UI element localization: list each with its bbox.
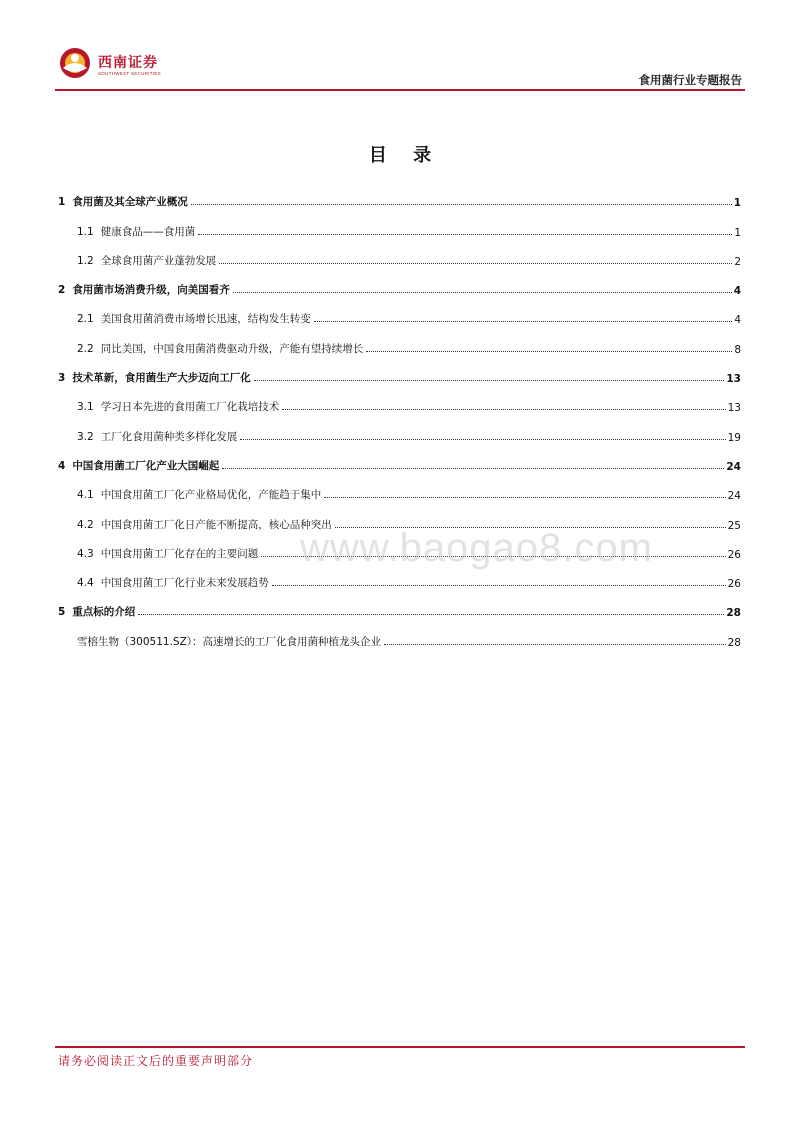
- toc-entry[interactable]: [58, 360, 741, 389]
- toc-entry-number: 5: [58, 606, 66, 619]
- watermark: www.baogao8.com: [300, 526, 653, 570]
- footer-divider: [55, 1046, 745, 1048]
- toc-entry-label: 食用菌及其全球产业概况: [72, 196, 188, 209]
- toc-entry-page: 24: [727, 490, 741, 503]
- toc-entry[interactable]: [58, 623, 741, 652]
- toc-entry[interactable]: [58, 213, 741, 242]
- toc-entry-page: 13: [727, 402, 741, 415]
- logo-emblem-icon: [58, 46, 92, 80]
- table-of-contents: [58, 184, 741, 653]
- dot-leader: [240, 439, 725, 440]
- toc-entry[interactable]: [58, 184, 741, 213]
- dot-leader: [366, 351, 732, 352]
- toc-entry-number: 4.4: [77, 577, 94, 590]
- toc-entry-label: 美国食用菌消费市场增长迅速，结构发生转变: [100, 313, 311, 326]
- toc-entry-page: 25: [727, 519, 741, 532]
- toc-entry[interactable]: [58, 477, 741, 506]
- toc-entry-page: 4: [733, 285, 741, 298]
- toc-entry-page: 13: [726, 373, 741, 386]
- toc-entry-page: 28: [726, 607, 741, 620]
- company-logo: [58, 46, 178, 80]
- toc-entry[interactable]: [58, 594, 741, 623]
- header-divider: [55, 89, 745, 91]
- toc-entry-number: 1.1: [77, 225, 94, 238]
- toc-entry-label: 雪榕生物（300511.SZ）：高速增长的工厂化食用菌种植龙头企业: [77, 635, 382, 648]
- toc-entry-label: 工厂化食用菌种类多样化发展: [100, 430, 238, 443]
- toc-entry-number: 2.1: [77, 313, 94, 326]
- toc-entry-label: 学习日本先进的食用菌工厂化栽培技术: [100, 401, 280, 414]
- toc-entry[interactable]: [58, 301, 741, 330]
- toc-entry-page: 2: [734, 255, 741, 268]
- toc-entry-label: 中国食用菌工厂化日产能不断提高，核心品种突出: [100, 518, 332, 531]
- toc-entry-page: 4: [734, 314, 741, 327]
- dot-leader: [222, 468, 724, 469]
- toc-entry[interactable]: [58, 243, 741, 272]
- dot-leader: [282, 409, 725, 410]
- toc-entry-page: 1: [733, 197, 741, 210]
- dot-leader: [233, 292, 732, 293]
- toc-entry-number: 4.2: [77, 518, 94, 531]
- toc-entry-number: 1.2: [77, 254, 94, 267]
- dot-leader: [198, 234, 732, 235]
- dot-leader: [254, 380, 725, 381]
- toc-entry-page: 1: [734, 226, 741, 239]
- toc-entry-number: 4: [58, 459, 66, 472]
- toc-entry[interactable]: [58, 389, 741, 418]
- toc-entry[interactable]: [58, 272, 741, 301]
- toc-entry-label: 中国食用菌工厂化产业格局优化，产能趋于集中: [100, 489, 322, 502]
- toc-entry-number: 1: [58, 196, 66, 209]
- toc-entry[interactable]: [58, 330, 741, 359]
- toc-heading: 目 录: [368, 145, 442, 166]
- dot-leader: [314, 321, 733, 322]
- logo-chinese-name: 西南证券: [98, 55, 158, 71]
- toc-entry-number: 4.3: [77, 547, 94, 560]
- toc-entry-label: 健康食品——食用菌: [100, 225, 196, 238]
- toc-entry-label: 食用菌市场消费升级，向美国看齐: [72, 284, 230, 297]
- toc-entry-number: 4.1: [77, 489, 94, 502]
- toc-entry-label: 中国食用菌工厂化存在的主要问题: [100, 547, 259, 560]
- dot-leader: [384, 644, 726, 645]
- dot-leader: [272, 585, 726, 586]
- dot-leader: [324, 497, 725, 498]
- toc-entry-number: 2: [58, 284, 66, 297]
- toc-entry-label: 技术革新，食用菌生产大步迈向工厂化: [72, 372, 251, 385]
- logo-english-name: SOUTHWEST SECURITIES: [98, 71, 161, 76]
- page-header: [0, 0, 800, 100]
- toc-entry-label: 重点标的介绍: [72, 606, 136, 619]
- toc-entry-number: 3.2: [77, 430, 94, 443]
- toc-entry-number: 3.1: [77, 401, 94, 414]
- footer-disclaimer: 请务必阅读正文后的重要声明部分: [58, 1054, 254, 1068]
- toc-entry-label: 中国食用菌工厂化产业大国崛起: [72, 459, 220, 472]
- toc-entry-page: 24: [726, 460, 741, 473]
- report-title: 食用菌行业专题报告: [638, 73, 742, 87]
- toc-entry-number: 2.2: [77, 342, 94, 355]
- toc-entry-label: 中国食用菌工厂化行业未来发展趋势: [100, 577, 269, 590]
- dot-leader: [219, 263, 732, 264]
- toc-entry-page: 28: [727, 636, 741, 649]
- toc-entry-page: 19: [727, 431, 741, 444]
- toc-entry[interactable]: [58, 448, 741, 477]
- toc-entry-page: 8: [734, 343, 741, 356]
- toc-entry[interactable]: [58, 418, 741, 447]
- dot-leader: [191, 204, 732, 205]
- toc-entry-page: 26: [727, 548, 741, 561]
- toc-entry-label: 同比美国，中国食用菌消费驱动升级，产能有望持续增长: [100, 342, 364, 355]
- toc-entry-number: 3: [58, 372, 66, 385]
- dot-leader: [138, 614, 724, 615]
- toc-entry-label: 全球食用菌产业蓬勃发展: [100, 254, 217, 267]
- toc-entry-page: 26: [727, 578, 741, 591]
